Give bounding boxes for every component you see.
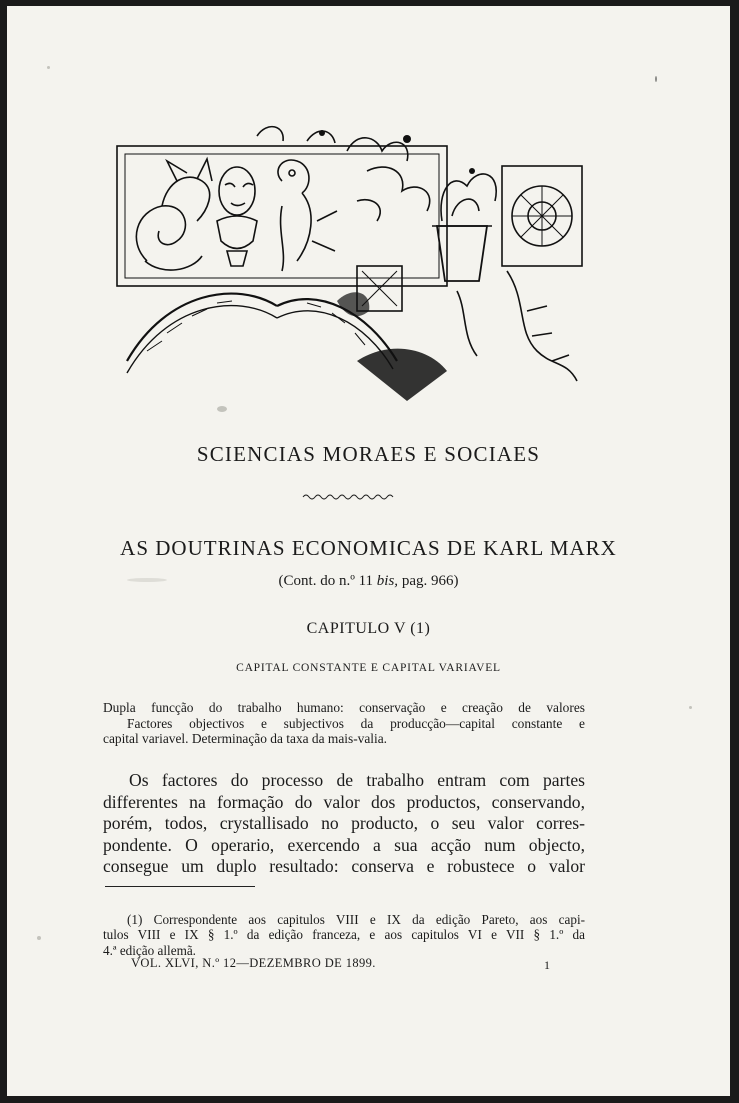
continuation-italic: bis, <box>376 573 399 589</box>
footnote <box>103 912 585 958</box>
speck <box>47 66 50 69</box>
summary-line: Factores objectivos e subjectivos da producção—capital constante e <box>127 715 585 731</box>
continuation-suffix: pag. 966) <box>398 573 459 589</box>
ornament-divider <box>301 492 397 502</box>
body-line: porém, todos, crystallisado no producto, o seu valor corres- <box>103 813 585 834</box>
footnote-line: tulos VIII e IX § 1.º da edição franceza, e aos capitulos VI e VII § 1.º da <box>103 927 585 943</box>
volume-signature: VOL. XLVI, N.º 12—DEZEMBRO DE 1899. <box>131 956 376 970</box>
speck <box>655 76 657 82</box>
body-paragraph <box>103 770 585 878</box>
body-line: pondente. O operario, exercendo a sua acção num objecto, <box>103 834 585 855</box>
article-title: AS DOUTRINAS ECONOMICAS DE KARL MARX <box>120 536 617 560</box>
decorative-engraving <box>107 111 597 411</box>
chapter-subtitle: CAPITAL CONSTANTE E CAPITAL VARIAVEL <box>236 662 501 674</box>
body-line: consegue um duplo resultado: conserva e robustece o valor <box>103 856 585 877</box>
continuation-note <box>7 573 730 590</box>
footnote-line: 4.ª edição allemã. <box>103 942 196 958</box>
chapter-summary <box>103 700 585 747</box>
speck <box>689 706 692 709</box>
body-line: differentes na formação do valor dos productos, conservando, <box>103 791 585 812</box>
footnote-rule <box>105 886 255 887</box>
section-title: SCIENCIAS MORAES E SOCIAES <box>196 442 541 466</box>
chapter-heading: CAPITULO V (1) <box>306 620 431 637</box>
summary-line: capital variavel. Determinação da taxa da mais-valia. <box>103 731 388 747</box>
body-line: Os factores do processo de trabalho entram com partes <box>129 770 585 790</box>
document-page <box>7 6 730 1096</box>
sheet-number: 1 <box>544 958 550 972</box>
speck <box>37 936 41 940</box>
footnote-line: (1) Correspondente aos capitulos VIII e IX da edição Pareto, aos capi- <box>127 912 585 927</box>
summary-line: Dupla funcção do trabalho humano: conservação e creação de valores <box>103 700 585 715</box>
continuation-prefix: (Cont. do n.º 11 <box>278 573 377 589</box>
